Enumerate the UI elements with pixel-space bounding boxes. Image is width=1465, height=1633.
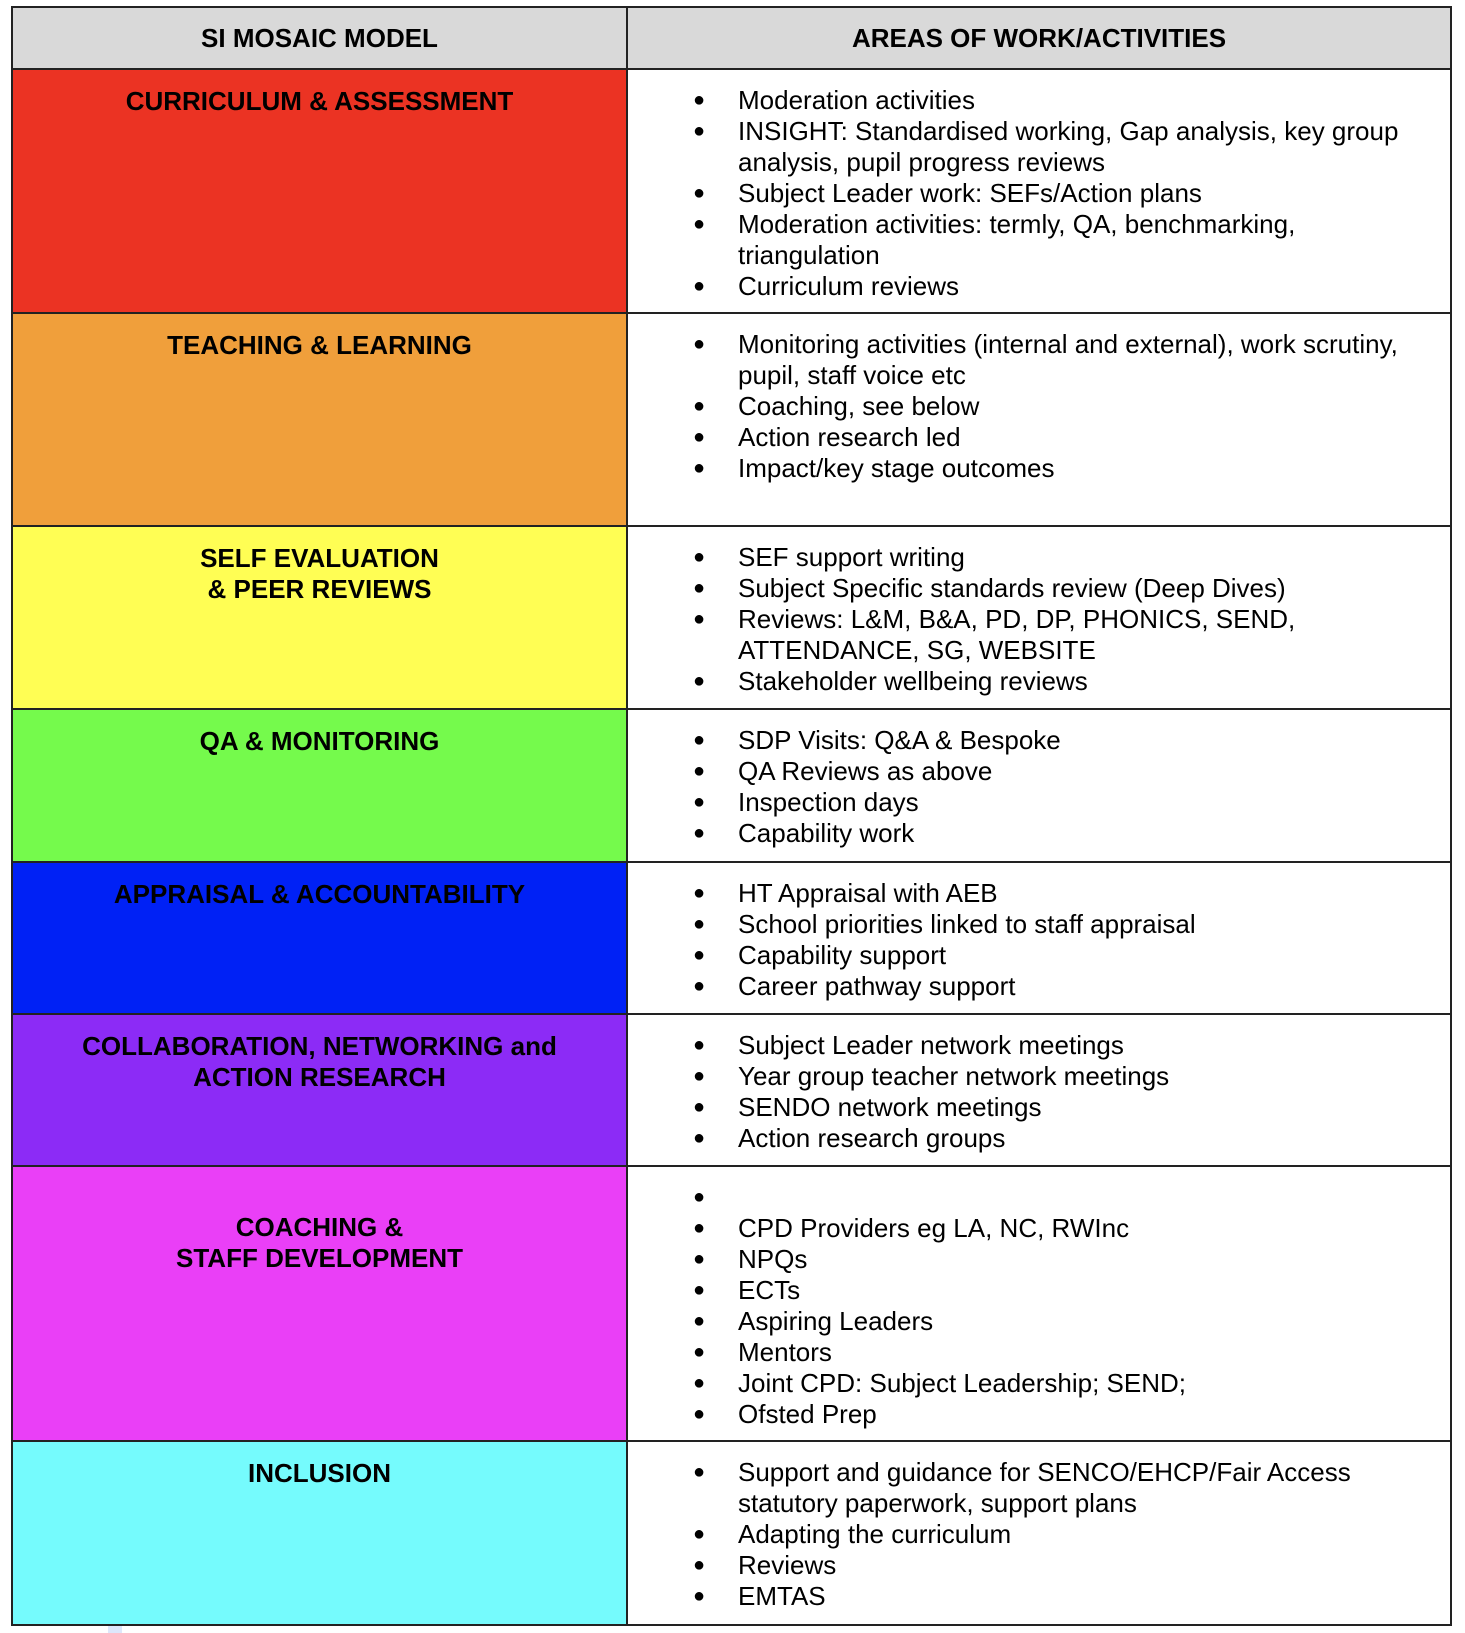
list-item: ● NPQs bbox=[628, 1244, 1430, 1275]
list-item: ● Action research groups bbox=[628, 1123, 1430, 1154]
table-row bbox=[12, 1014, 1451, 1166]
list-item: ● Adapting the curriculum bbox=[628, 1519, 1430, 1550]
list-item: ● QA Reviews as above bbox=[628, 756, 1430, 787]
list-item: ● School priorities linked to staff appraisal bbox=[628, 909, 1430, 940]
area-title: COLLABORATION, NETWORKING and ACTION RESEARCH bbox=[82, 1030, 557, 1092]
activities-cell bbox=[627, 1014, 1451, 1166]
area-cell bbox=[12, 1166, 627, 1441]
activities-cell bbox=[627, 1441, 1451, 1625]
area-title: TEACHING & LEARNING bbox=[167, 329, 472, 360]
list-item: ● ECTs bbox=[628, 1275, 1430, 1306]
list-item: ● SEF support writing bbox=[628, 542, 1430, 573]
list-item: ● Subject Leader work: SEFs/Action plans bbox=[628, 178, 1430, 209]
list-item: ● Moderation activities: termly, QA, benchmarking, triangulation bbox=[628, 209, 1430, 271]
list-item: ● Joint CPD: Subject Leadership; SEND; bbox=[628, 1368, 1430, 1399]
list-item: ● Career pathway support bbox=[628, 971, 1430, 1002]
list-item: ● Monitoring activities (internal and external), work scrutiny, pupil, staff voice etc bbox=[628, 329, 1430, 391]
area-cell bbox=[12, 69, 627, 313]
list-item: ● Inspection days bbox=[628, 787, 1430, 818]
area-cell bbox=[12, 709, 627, 861]
list-item: ● Reviews: L&M, B&A, PD, DP, PHONICS, SEND, ATTENDANCE, SG, WEBSITE bbox=[628, 604, 1430, 666]
list-item: ● Stakeholder wellbeing reviews bbox=[628, 666, 1430, 697]
header-row bbox=[12, 7, 1451, 69]
si-mosaic-table bbox=[11, 6, 1452, 1626]
header-areas-of-work: AREAS OF WORK/ACTIVITIES bbox=[627, 7, 1451, 69]
table-row bbox=[12, 862, 1451, 1014]
area-cell bbox=[12, 862, 627, 1014]
list-item: ● Year group teacher network meetings bbox=[628, 1061, 1430, 1092]
area-cell bbox=[12, 526, 627, 709]
area-title: CURRICULUM & ASSESSMENT bbox=[125, 86, 514, 116]
table-row bbox=[12, 1441, 1451, 1625]
list-item: ● Curriculum reviews bbox=[628, 271, 1430, 302]
activities-cell bbox=[627, 709, 1451, 861]
list-item: ● INSIGHT: Standardised working, Gap analysis, key group analysis, pupil progress reviews bbox=[628, 116, 1430, 178]
activity-list bbox=[628, 314, 1450, 484]
table-body bbox=[12, 69, 1451, 1625]
area-cell bbox=[12, 313, 627, 527]
list-item: ● EMTAS bbox=[628, 1581, 1430, 1612]
activities-cell bbox=[627, 313, 1451, 527]
activities-cell bbox=[627, 526, 1451, 709]
activity-list bbox=[628, 1442, 1450, 1612]
area-title: INCLUSION bbox=[248, 1458, 391, 1489]
list-item: ● Mentors bbox=[628, 1337, 1430, 1368]
list-item bbox=[628, 1182, 1430, 1213]
table-row bbox=[12, 313, 1451, 527]
activity-list bbox=[628, 710, 1450, 849]
list-item: ● Action research led bbox=[628, 422, 1430, 453]
list-item: ● SENDO network meetings bbox=[628, 1092, 1430, 1123]
area-title: QA & MONITORING bbox=[199, 726, 440, 757]
list-item: ● Ofsted Prep bbox=[628, 1399, 1430, 1430]
list-item: ● Subject Specific standards review (Deep Dives) bbox=[628, 573, 1430, 604]
activities-cell bbox=[627, 862, 1451, 1014]
area-cell bbox=[12, 1441, 627, 1625]
activity-list bbox=[628, 70, 1450, 302]
list-item: ● Capability work bbox=[628, 818, 1430, 849]
activity-list bbox=[628, 1015, 1450, 1154]
area-cell bbox=[12, 1014, 627, 1166]
area-title: APPRAISAL & ACCOUNTABILITY bbox=[113, 878, 526, 909]
activities-cell bbox=[627, 69, 1451, 313]
table-row bbox=[12, 709, 1451, 861]
activity-list bbox=[628, 1167, 1450, 1430]
table-row bbox=[12, 526, 1451, 709]
page-edge-mark bbox=[108, 1626, 122, 1633]
list-item: ● Impact/key stage outcomes bbox=[628, 453, 1430, 484]
list-item: ● Support and guidance for SENCO/EHCP/Fair Access statutory paperwork, support plans bbox=[628, 1457, 1430, 1519]
header-si-mosaic-model: SI MOSAIC MODEL bbox=[12, 7, 627, 69]
area-title: COACHING & STAFF DEVELOPMENT bbox=[176, 1212, 463, 1274]
table-row bbox=[12, 1166, 1451, 1441]
list-item: ● CPD Providers eg LA, NC, RWInc bbox=[628, 1213, 1430, 1244]
activities-cell bbox=[627, 1166, 1451, 1441]
activity-list bbox=[628, 527, 1450, 697]
list-item: ● Subject Leader network meetings bbox=[628, 1030, 1430, 1061]
activity-list bbox=[628, 863, 1450, 1002]
list-item: ● HT Appraisal with AEB bbox=[628, 878, 1430, 909]
list-item: ● Aspiring Leaders bbox=[628, 1306, 1430, 1337]
table-row bbox=[12, 69, 1451, 313]
list-item: ● Moderation activities bbox=[628, 85, 1430, 116]
area-title: SELF EVALUATION & PEER REVIEWS bbox=[200, 543, 439, 605]
list-item: ● SDP Visits: Q&A & Bespoke bbox=[628, 725, 1430, 756]
list-item: ● Capability support bbox=[628, 940, 1430, 971]
list-item: ● Reviews bbox=[628, 1550, 1430, 1581]
list-item: ● Coaching, see below bbox=[628, 391, 1430, 422]
